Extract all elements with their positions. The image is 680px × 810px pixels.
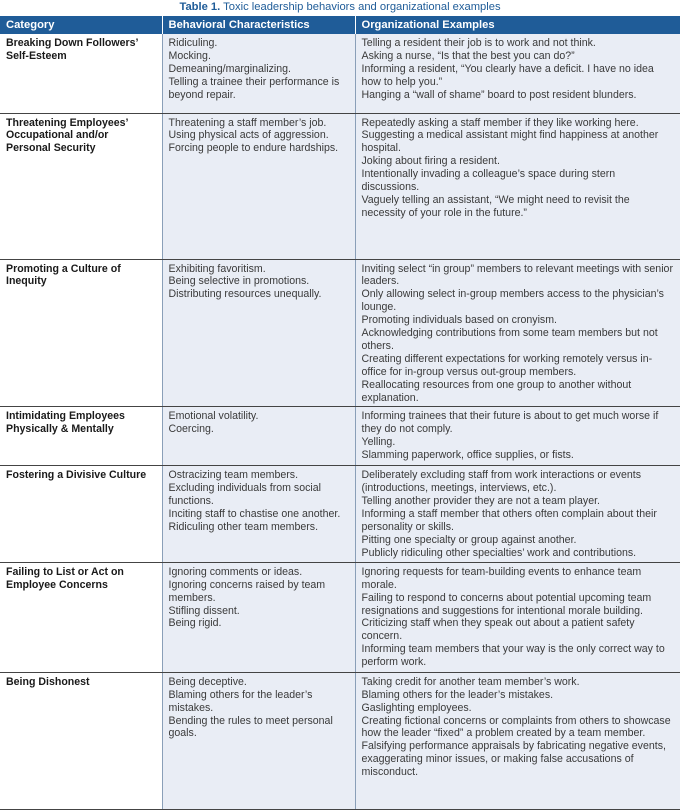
behavior-item: Ostracizing team members. [168, 469, 299, 482]
examples-cell [355, 34, 680, 113]
example-item: Suggesting a medical assistant might find happiness at another hospital. [361, 129, 659, 155]
behavior-item: Ignoring comments or ideas. [168, 565, 303, 578]
example-item: Informing a resident, “You clearly have a deficit. I have no idea how to help you.” [361, 62, 654, 88]
table-row [0, 562, 680, 672]
example-item: Reallocating resources from one group to another without explanation. [361, 378, 632, 404]
behaviors-cell [162, 407, 355, 466]
category-cell: Breaking Down Followers’ Self-Esteem [0, 34, 162, 113]
example-item: Joking about firing a resident. [361, 155, 500, 168]
example-item: Gaslighting employees. [361, 701, 472, 714]
behavior-item: Being deceptive. [168, 675, 247, 688]
category-cell: Promoting a Culture of Inequity [0, 259, 162, 407]
table-caption-text: Toxic leadership behaviors and organizational examples [223, 1, 501, 13]
category-cell: Threatening Employees’ Occupational and/or Personal Security [0, 113, 162, 259]
example-item: Blaming others for the leader’s mistakes. [361, 688, 554, 701]
example-item: Hanging a “wall of shame” board to post resident blunders. [361, 88, 637, 101]
category-cell: Intimidating Employees Physically & Mentally [0, 407, 162, 466]
table-body [0, 34, 680, 809]
behavior-item: Telling a trainee their performance is beyond repair. [168, 75, 340, 101]
behavior-item: Being selective in promotions. [168, 275, 310, 288]
behavior-item: Bending the rules to meet personal goals. [168, 714, 333, 740]
examples-cell [355, 466, 680, 562]
header-category: Category [0, 16, 162, 34]
behaviors-cell [162, 34, 355, 113]
examples-cell [355, 407, 680, 466]
table-row [0, 34, 680, 113]
behavior-item: Mocking. [168, 49, 211, 62]
example-item: Falsifying performance appraisals by fabricating negative events, exaggerating minor issues, or making false accusations of misconduct. [361, 740, 666, 779]
toxic-leadership-table [0, 16, 680, 810]
example-item: Intentionally invading a colleague’s space during stern discussions. [361, 168, 616, 194]
behaviors-cell [162, 113, 355, 259]
table-caption [0, 0, 680, 14]
example-item: Promoting individuals based on cronyism. [361, 314, 557, 327]
example-item: Publicly ridiculing other specialties’ work and contributions. [361, 546, 637, 559]
table-row [0, 113, 680, 259]
table-caption-label: Table 1. [179, 1, 221, 13]
example-item: Informing trainees that their future is about to get much worse if they do not comply. [361, 410, 659, 436]
table-row [0, 407, 680, 466]
example-item: Informing team members that your way is the only correct way to perform work. [361, 643, 665, 669]
example-item: Deliberately excluding staff from work interactions or events (introductions, meetings, interviews, etc.). [361, 469, 641, 495]
example-item: Vaguely telling an assistant, “We might need to revisit the necessity of your role in the future.” [361, 193, 630, 219]
behaviors-cell [162, 672, 355, 809]
behavior-item: Forcing people to endure hardships. [168, 142, 339, 155]
behavior-item: Distributing resources unequally. [168, 288, 322, 301]
example-item: Pitting one specialty or group against another. [361, 534, 577, 546]
examples-cell [355, 672, 680, 809]
behavior-item: Coercing. [168, 423, 214, 436]
example-item: Only allowing select in-group members access to the physician’s lounge. [361, 288, 664, 314]
example-item: Informing a staff member that others often complain about their personality or skills. [361, 508, 657, 534]
header-behavioral-characteristics: Behavioral Characteristics [162, 16, 355, 34]
table-header-row [0, 16, 680, 34]
example-item: Taking credit for another team member’s work. [361, 675, 580, 688]
example-item: Creating different expectations for working remotely versus in-office for in-group versus out-group members. [361, 352, 653, 378]
behavior-item: Being rigid. [168, 617, 222, 630]
example-item: Slamming paperwork, office supplies, or fists. [361, 449, 574, 462]
behavior-item: Exhibiting favoritism. [168, 262, 266, 275]
table-row [0, 672, 680, 809]
behavior-item: Ridiculing other team members. [168, 521, 319, 534]
behavior-item: Ignoring concerns raised by team members. [168, 578, 326, 604]
behaviors-cell [162, 562, 355, 672]
behavior-item: Using physical acts of aggression. [168, 129, 329, 142]
header-organizational-examples: Organizational Examples [355, 16, 680, 34]
category-cell: Fostering a Divisive Culture [0, 466, 162, 562]
example-item: Telling another provider they are not a team player. [361, 495, 600, 508]
behavior-item: Emotional volatility. [168, 410, 259, 423]
table-row [0, 259, 680, 407]
examples-cell [355, 113, 680, 259]
table-row [0, 466, 680, 562]
examples-cell [355, 259, 680, 407]
behavior-item: Excluding individuals from social functions. [168, 482, 322, 508]
example-item: Yelling. [361, 436, 396, 449]
behaviors-cell [162, 466, 355, 562]
category-cell: Failing to List or Act on Employee Concerns [0, 562, 162, 672]
example-item: Creating fictional concerns or complaints from others to showcase how the leader “fixed” a problem created by a team member. [361, 714, 671, 740]
behavior-item: Inciting staff to chastise one another. [168, 508, 341, 521]
example-item: Failing to respond to concerns about potential upcoming team resignations and suggestions for intentional morale building. [361, 591, 652, 617]
example-item: Repeatedly asking a staff member if they like working here. [361, 116, 639, 129]
category-cell: Being Dishonest [0, 672, 162, 809]
example-item: Acknowledging contributions from some team members but not others. [361, 327, 658, 352]
behavior-item: Ridiculing. [168, 37, 218, 49]
behavior-item: Threatening a staff member’s job. [168, 116, 327, 129]
example-item: Asking a nurse, “Is that the best you can do?” [361, 49, 575, 62]
example-item: Criticizing staff when they speak out about a patient safety concern. [361, 617, 635, 643]
behavior-item: Blaming others for the leader’s mistakes. [168, 688, 313, 714]
behavior-item: Stifling dissent. [168, 604, 240, 617]
example-item: Ignoring requests for team-building events to enhance team morale. [361, 565, 642, 591]
examples-cell [355, 562, 680, 672]
example-item: Inviting select “in group” members to relevant meetings with senior leaders. [361, 262, 673, 288]
behavior-item: Demeaning/marginalizing. [168, 62, 291, 75]
example-item: Telling a resident their job is to work and not think. [361, 37, 596, 49]
behaviors-cell [162, 259, 355, 407]
